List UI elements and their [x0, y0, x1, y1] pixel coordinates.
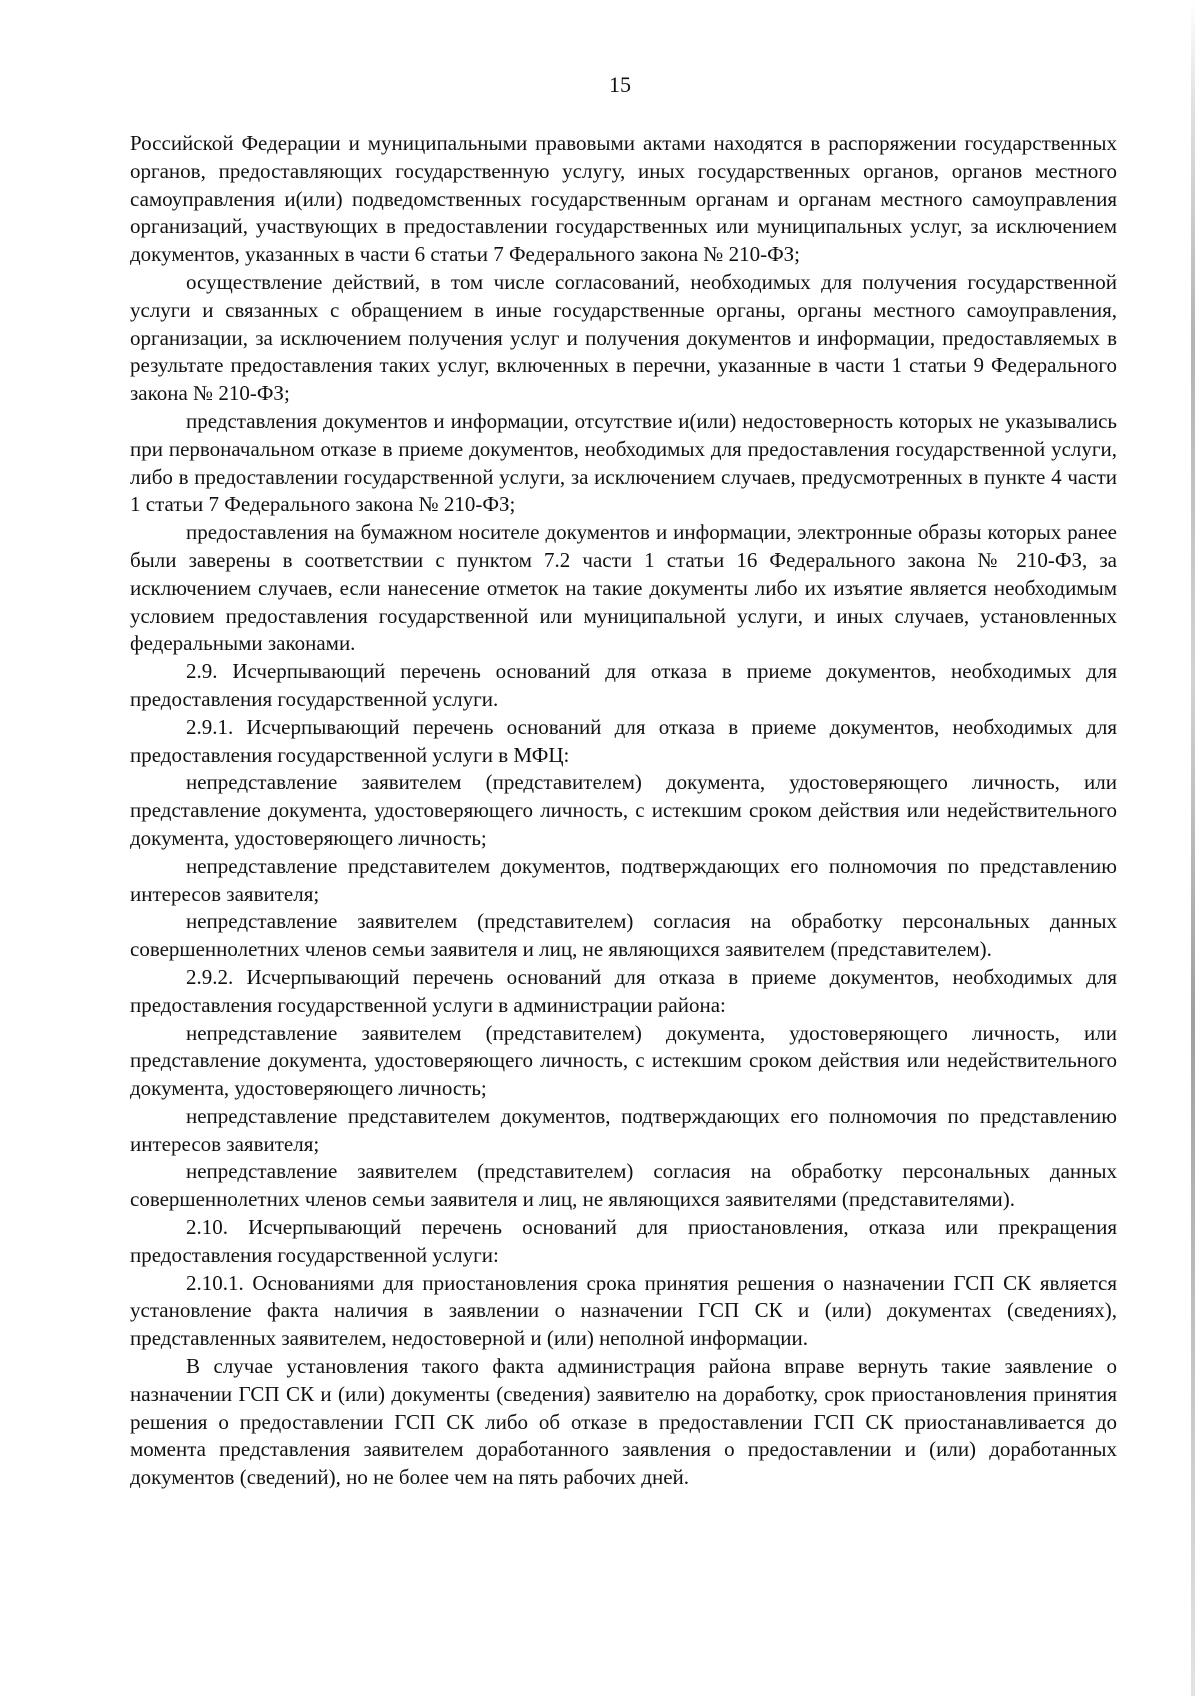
subsection-heading: 2.9.2. Исчерпывающий перечень оснований для отказа в приеме документов, необходимых для предоставления государственной услуги в администрации района: — [130, 964, 1117, 1017]
list-item: непредставление заявителем (представителем) документа, удостоверяющего личность, или представление документа, удостоверяющего личность, с истекшим сроком действия или недействительного документа, удостоверяющего личность; — [130, 770, 1117, 850]
list-item: непредставление заявителем (представителем) согласия на обработку персональных данных совершеннолетних членов семьи заявителя и лиц, не являющихся заявителем (представителем). — [130, 909, 1117, 962]
document-body — [130, 130, 1117, 1492]
paragraph: осуществление действий, в том числе согласований, необходимых для получения государственной услуги и связанных с обращением в иные государственные органы, органы местного самоуправления, организации, за исключением получения услуг и получения документов и информации, предоставляемых в результате предоставления таких услуг, включенных в перечни, указанные в части 1 статьи 9 Федерального закона № 210-ФЗ; — [130, 269, 1117, 406]
list-item: непредставление представителем документов, подтверждающих его полномочия по представлению интересов заявителя; — [130, 1103, 1117, 1156]
paragraph: представления документов и информации, отсутствие и(или) недостоверность которых не указывались при первоначальном отказе в приеме документов, необходимых для предоставления государственной услуги, либо в предоставлении государственной услуги, за исключением случаев, предусмотренных в пункте 4 части 1 статьи 7 Федерального закона № 210-ФЗ; — [130, 408, 1117, 517]
scan-edge-shadow — [1191, 0, 1195, 1696]
list-item: непредставление представителем документов, подтверждающих его полномочия по представлению интересов заявителя; — [130, 853, 1117, 906]
list-item: непредставление заявителем (представителем) согласия на обработку персональных данных совершеннолетних членов семьи заявителя и лиц, не являющихся заявителями (представителями). — [130, 1159, 1117, 1212]
paragraph: предоставления на бумажном носителе документов и информации, электронные образы которых ранее были заверены в соответствии с пунктом 7.2 части 1 статьи 16 Федерального закона № 210-ФЗ, за исключением случаев, если нанесение отметок на такие документы либо их изъятие является необходимым условием предоставления государственной или муниципальной услуги, и иных случаев, установленных федеральными законами. — [130, 520, 1117, 656]
subsection-heading: 2.10.1. Основаниями для приостановления срока принятия решения о назначении ГСП СК является установление факта наличия в заявлении о назначении ГСП СК и (или) документах (сведениях), представленных заявителем, недостоверной и (или) неполной информации. — [130, 1270, 1117, 1351]
paragraph: Российской Федерации и муниципальными правовыми актами находятся в распоряжении государственных органов, предоставляющих государственную услугу, иных государственных органов, органов местного самоуправления и(или) подведомственных государственным органам и органам местного самоуправления организаций, участвующих в предоставлении государственных или муниципальных услуг, за исключением документов, указанных в части 6 статьи 7 Федерального закона № 210-ФЗ; — [130, 131, 1117, 267]
list-item: непредставление заявителем (представителем) документа, удостоверяющего личность, или представление документа, удостоверяющего личность, с истекшим сроком действия или недействительного документа, удостоверяющего личность; — [130, 1020, 1117, 1101]
paragraph: В случае установления такого факта администрация района вправе вернуть такие заявление о назначении ГСП СК и (или) документы (сведения) заявителю на доработку, срок приостановления принятия решения о предоставлении ГСП СК либо об отказе в предоставлении ГСП СК приостанавливается до момента представления заявителем доработанного заявления о предоставлении и (или) доработанных документов (сведений), но не более чем на пять рабочих дней. — [130, 1354, 1117, 1490]
page-number: 15 — [609, 72, 631, 97]
section-heading: 2.9. Исчерпывающий перечень оснований для отказа в приеме документов, необходимых для предоставления государственной услуги. — [130, 659, 1117, 711]
subsection-heading: 2.9.1. Исчерпывающий перечень оснований для отказа в приеме документов, необходимых для предоставления государственной услуги в МФЦ: — [130, 714, 1117, 767]
section-heading: 2.10. Исчерпывающий перечень оснований для приостановления, отказа или прекращения предоставления государственной услуги: — [130, 1215, 1117, 1267]
